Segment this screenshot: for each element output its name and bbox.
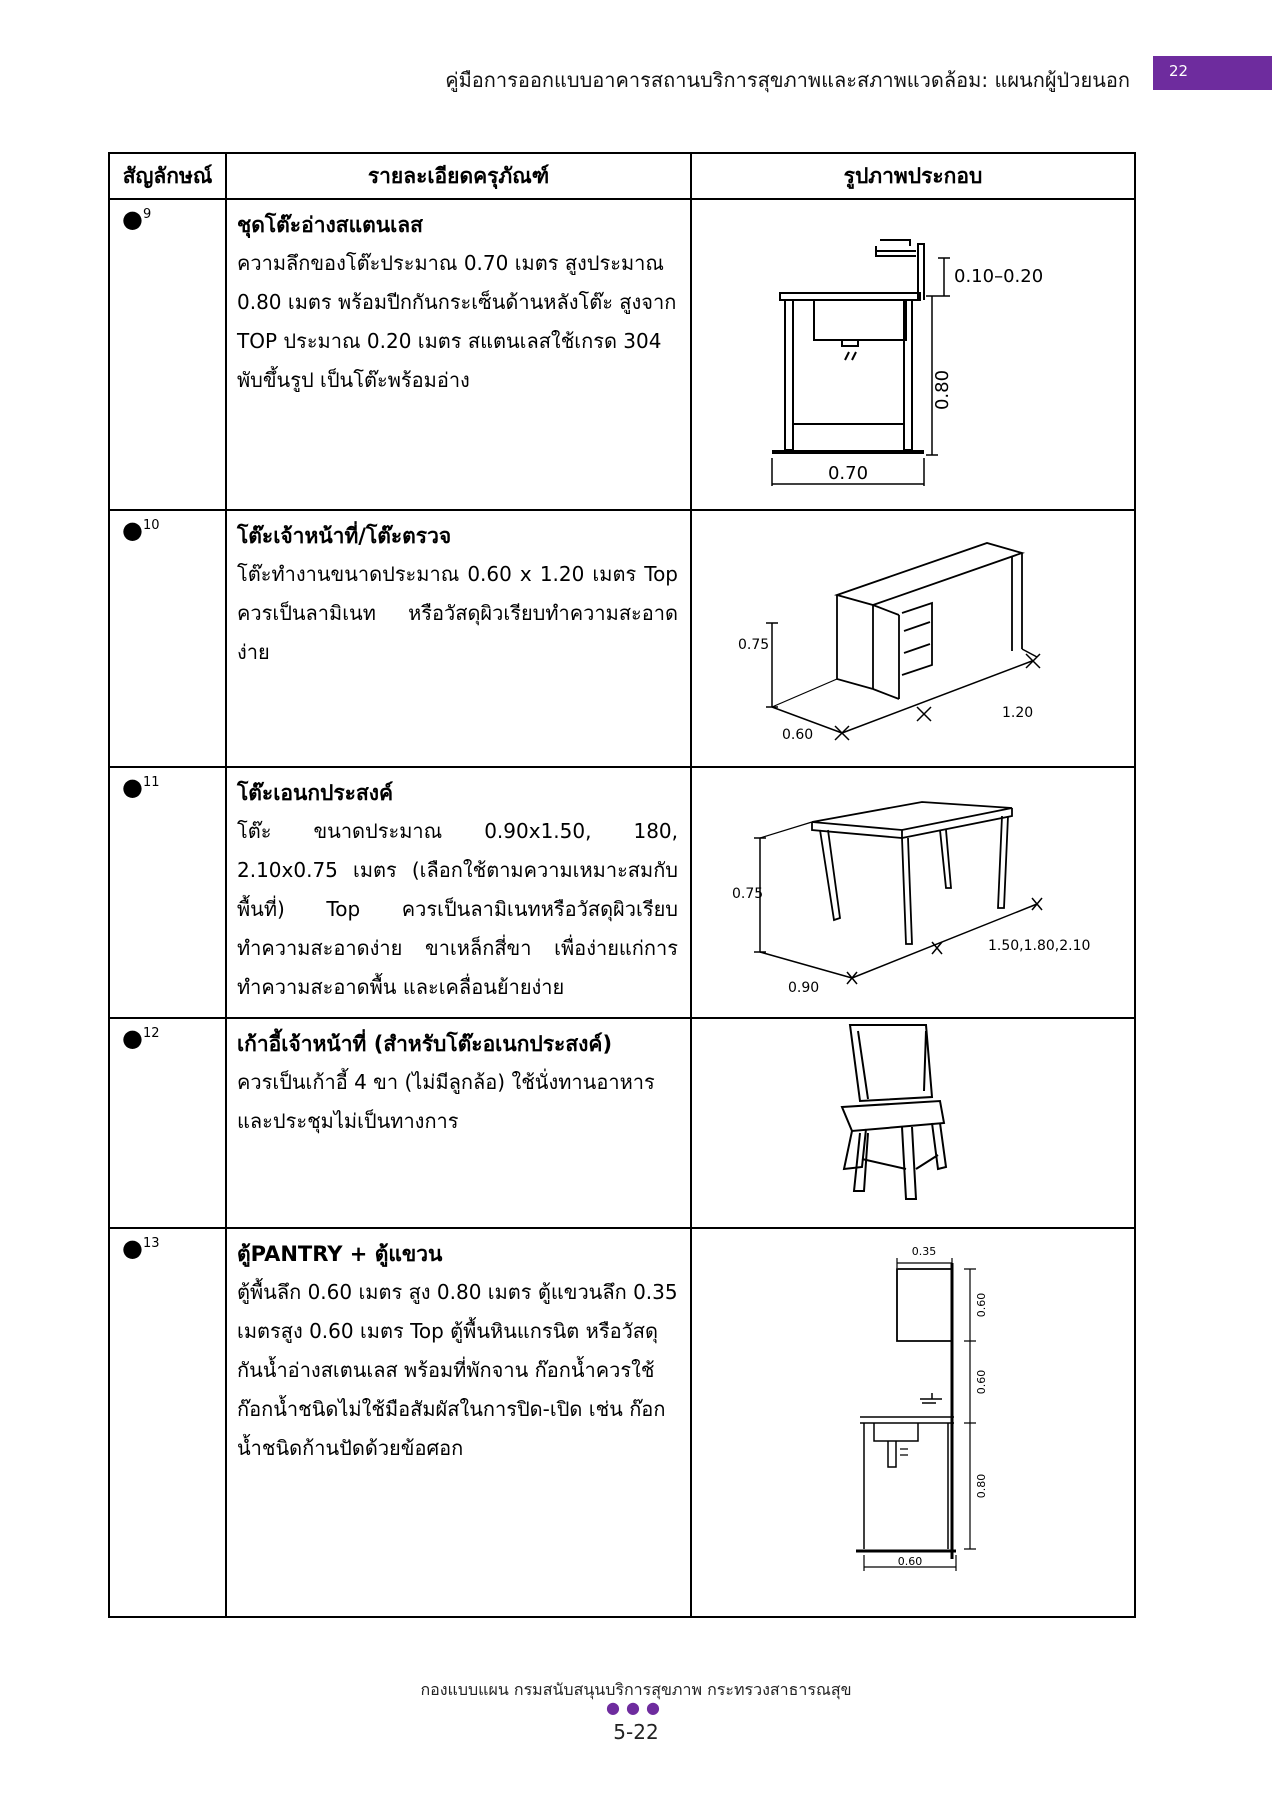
item-description: ควรเป็นเก้าอี้ 4 ขา (ไม่มีลูกล้อ) ใช้นั่งทานอาหารและประชุมไม่เป็นทางการ <box>237 1070 655 1133</box>
table-row <box>109 767 1135 1018</box>
illustration-cell <box>691 199 1135 510</box>
item-description: โต๊ะทำงานขนาดประมาณ 0.60 x 1.20 เมตร Top ควรเป็นลามิเนท หรือวัสดุผิวเรียบทำความสะอาดง่าย <box>237 562 678 664</box>
symbol-number: 11 <box>142 775 160 790</box>
item-description: ตู้พื้นลึก 0.60 เมตร สูง 0.80 เมตร ตู้แขวนลึก 0.35 เมตรสูง 0.60 เมตร Top ตู้พื้นหินแกรนิต หรือวัสดุกันน้ำอ่างสเตนเลส พร้อมที่พักจาน ก๊อกน้ำควรใช้ ก๊อกน้ำชนิดไม่ใช้มือสัมผัสในการปิด-เปิด เช่น ก๊อกน้ำชนิดก้านปัดด้วยข้อศอก <box>237 1280 678 1460</box>
table-row <box>109 1018 1135 1228</box>
table-header-row <box>109 153 1135 199</box>
column-header-symbol: สัญลักษณ์ <box>109 153 226 199</box>
dimension-label: 0.75 <box>732 886 764 902</box>
stainless-sink-table-drawing <box>692 200 1136 511</box>
table-row <box>109 510 1135 767</box>
description-cell <box>226 1228 691 1617</box>
illustration-cell <box>691 767 1135 1018</box>
column-header-illustration: รูปภาพประกอบ <box>691 153 1135 199</box>
symbol-cell <box>109 199 226 510</box>
symbol-cell <box>109 767 226 1018</box>
symbol-number: 13 <box>142 1236 160 1251</box>
dimension-label: 0.60 <box>975 1369 988 1395</box>
dimension-label: 0.35 <box>911 1245 937 1258</box>
dimension-label: 0.60 <box>975 1292 988 1318</box>
dimension-label: 1.50,1.80,2.10 <box>988 938 1091 954</box>
column-header-details: รายละเอียดครุภัณฑ์ <box>226 153 691 199</box>
symbol-number: 9 <box>142 207 152 222</box>
bullet-symbol: ● <box>122 516 143 544</box>
dimension-label: 0.75 <box>738 637 770 653</box>
item-title: โต๊ะเจ้าหน้าที่/โต๊ะตรวจ <box>237 524 452 548</box>
bullet-symbol: ● <box>122 1234 143 1262</box>
illustration-cell <box>691 510 1135 767</box>
dimension-label: 0.60 <box>897 1555 923 1568</box>
bullet-symbol: ● <box>122 205 143 233</box>
dimension-label: 0.60 <box>782 727 814 743</box>
footer-organization: กองแบบแผน กรมสนับสนุนบริการสุขภาพ กระทรวงสาธารณสุข <box>420 1680 852 1699</box>
bullet-symbol: ● <box>122 1024 143 1052</box>
dimension-label: 0.90 <box>788 980 820 996</box>
symbol-cell <box>109 1018 226 1228</box>
table-row <box>109 1228 1135 1617</box>
dimension-label: 0.80 <box>975 1473 988 1499</box>
symbol-number: 10 <box>142 518 160 533</box>
item-description: โต๊ะ ขนาดประมาณ 0.90x1.50, 180, 2.10x0.75 เมตร (เลือกใช้ตามความเหมาะสมกับพื้นที่) Top ควรเป็นลามิเนทหรือวัสดุผิวเรียบทำความสะอาดง่าย ขาเหล็กสี่ขา เพื่อง่ายแก่การทำความสะอาดพื้น และเคลื่อนย้ายง่าย <box>237 819 678 999</box>
dimension-label: 0.80 <box>932 369 953 411</box>
item-description: ความลึกของโต๊ะประมาณ 0.70 เมตร สูงประมาณ 0.80 เมตร พร้อมปีกกันกระเซ็นด้านหลังโต๊ะ สูงจาก TOP ประมาณ 0.20 เมตร สแตนเลสใช้เกรด 304 พับขึ้นรูป เป็นโต๊ะพร้อมอ่าง <box>237 251 677 392</box>
footer-dots: ●●● <box>606 1698 666 1717</box>
symbol-cell <box>109 1228 226 1617</box>
description-cell <box>226 767 691 1018</box>
description-cell <box>226 199 691 510</box>
symbol-number: 12 <box>142 1026 160 1041</box>
illustration-cell <box>691 1228 1135 1617</box>
page-number-badge: 22 <box>1153 56 1272 90</box>
document-running-title: คู่มือการออกแบบอาคารสถานบริการสุขภาพและสภาพแวดล้อม: แผนกผู้ป่วยนอก <box>445 68 1130 92</box>
dimension-label: 1.20 <box>1002 705 1034 721</box>
page-number: 5-22 <box>613 1720 659 1744</box>
item-title: เก้าอี้เจ้าหน้าที่ (สำหรับโต๊ะอเนกประสงค์) <box>237 1032 613 1056</box>
item-title: ชุดโต๊ะอ่างสแตนเลส <box>237 213 423 237</box>
dimension-label: 0.10–0.20 <box>954 266 1044 287</box>
description-cell <box>226 1018 691 1228</box>
item-title: ตู้PANTRY + ตู้แขวน <box>237 1242 443 1266</box>
symbol-cell <box>109 510 226 767</box>
multipurpose-table-drawing <box>692 768 1136 1019</box>
item-title: โต๊ะเอนกประสงค์ <box>237 781 394 805</box>
chair-drawing <box>692 1019 1136 1229</box>
pantry-cabinet-drawing <box>692 1229 1136 1618</box>
bullet-symbol: ● <box>122 773 143 801</box>
description-cell <box>226 510 691 767</box>
equipment-table <box>108 152 1136 1618</box>
dimension-label: 0.70 <box>827 463 869 484</box>
staff-desk-drawing <box>692 511 1136 768</box>
table-row <box>109 199 1135 510</box>
illustration-cell <box>691 1018 1135 1228</box>
